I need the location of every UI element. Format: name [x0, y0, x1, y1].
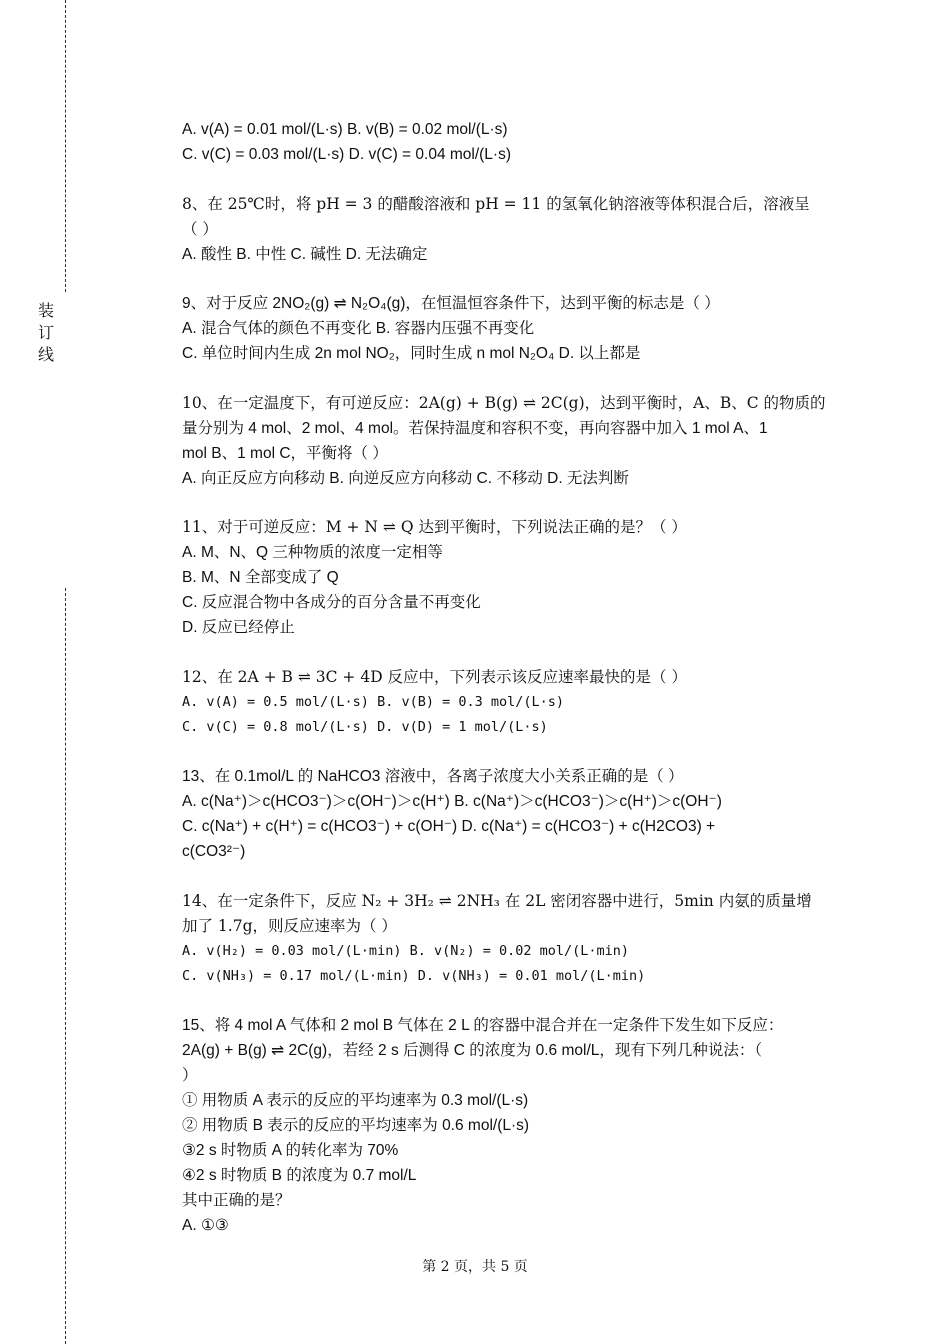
q14-options-line-2: C. v(NH₃) = 0.17 mol/(L·min) D. v(NH₃) = 0.01 mol/(L·min) — [182, 967, 646, 984]
q12-stem: 12、在 2A + B ⇌ 3C + 4D 反应中，下列表示该反应速率最快的是（ ） — [182, 667, 687, 686]
binding-line-bottom — [65, 588, 66, 1344]
q14-stem-line-1: 14、在一定条件下，反应 N₂ + 3H₂ ⇌ 2NH₃ 在 2L 密闭容器中进行，5min 内氨的质量增 — [182, 891, 812, 910]
q10-stem-line-1: 10、在一定温度下，有可逆反应：2A(g) + B(g) ⇌ 2C(g)，达到平衡时，A、B、C 的物质的 — [182, 393, 826, 412]
binding-line-top — [65, 0, 66, 292]
q13-options-line-3: c(CO3²⁻) — [182, 843, 246, 860]
q11-option-c: C. 反应混合物中各成分的百分含量不再变化 — [182, 594, 481, 611]
exam-content — [182, 117, 838, 1238]
q8-stem-line-1: 8、在 25℃时，将 pH = 3 的醋酸溶液和 pH = 11 的氢氧化钠溶液等体积混合后，溶液呈 — [182, 194, 810, 213]
q15-statement-2: ② 用物质 B 表示的反应的平均速率为 0.6 mol/(L·s) — [182, 1117, 530, 1134]
q13-options-line-2: C. c(Na⁺) + c(H⁺) = c(HCO3⁻) + c(OH⁻) D. c(Na⁺) = c(HCO3⁻) + c(H2CO3) + — [182, 818, 716, 835]
question-12 — [182, 665, 838, 740]
question-13 — [182, 764, 838, 864]
q15-statement-1: ① 用物质 A 表示的反应的平均速率为 0.3 mol/(L·s) — [182, 1092, 529, 1109]
question-14 — [182, 889, 838, 989]
q9-options-line-1: A. 混合气体的颜色不再变化 B. 容器内压强不再变化 — [182, 320, 535, 337]
page-number: 第 2 页，共 5 页 — [422, 1259, 528, 1275]
q11-stem: 11、对于可逆反应：M + N ⇌ Q 达到平衡时，下列说法正确的是？（ ） — [182, 518, 687, 536]
q10-stem-line-2: 量分别为 4 mol、2 mol、4 mol。若保持温度和容积不变，再向容器中加入 1 mol A、1 — [182, 419, 768, 437]
question-7 — [182, 117, 838, 167]
q8-stem-line-2: （ ） — [182, 219, 218, 238]
q15-question: 其中正确的是？ — [182, 1192, 291, 1209]
q11-option-d: D. 反应已经停止 — [182, 619, 295, 636]
q15-stem-line-3: ） — [182, 1067, 198, 1084]
q14-stem-line-2: 加了 1.7g，则反应速率为（ ） — [182, 916, 397, 935]
q15-statement-3: ③2 s 时物质 A 的转化率为 70% — [182, 1142, 399, 1159]
q7-options-line-2: C. v(C) = 0.03 mol/(L·s) D. v(C) = 0.04 mol/(L·s) — [182, 146, 512, 163]
binding-char: 装 — [37, 301, 54, 320]
q12-options-line-1: A. v(A) = 0.5 mol/(L·s) B. v(B) = 0.3 mol/(L·s) — [182, 693, 565, 710]
question-11 — [182, 515, 838, 640]
q14-options-line-1: A. v(H₂) = 0.03 mol/(L·min) B. v(N₂) = 0.02 mol/(L·min) — [182, 942, 630, 959]
q11-option-a: A. M、N、Q 三种物质的浓度一定相等 — [182, 544, 443, 561]
q10-options: A. 向正反应方向移动 B. 向逆反应方向移动 C. 不移动 D. 无法判断 — [182, 469, 629, 487]
q11-option-b: B. M、N 全部变成了 Q — [182, 569, 339, 586]
question-10 — [182, 391, 838, 491]
q15-stem-line-2: 2A(g) + B(g) ⇌ 2C(g)，若经 2 s 后测得 C 的浓度为 0.6 mol/L，现有下列几种说法：（ — [182, 1042, 763, 1059]
q12-options-line-2: C. v(C) = 0.8 mol/(L·s) D. v(D) = 1 mol/(L·s) — [182, 718, 548, 735]
q15-stem-line-1: 15、将 4 mol A 气体和 2 mol B 气体在 2 L 的容器中混合并在一定条件下发生如下反应： — [182, 1017, 784, 1034]
q9-options-line-2: C. 单位时间内生成 2n mol NO₂，同时生成 n mol N₂O₄ D. 以上都是 — [182, 345, 641, 362]
q13-options-line-1: A. c(Na⁺)＞c(HCO3⁻)＞c(OH⁻)＞c(H⁺) B. c(Na⁺)＞c(HCO3⁻)＞c(H⁺)＞c(OH⁻) — [182, 793, 722, 810]
binding-char: 订 — [37, 323, 54, 342]
binding-label — [36, 300, 56, 366]
q8-options: A. 酸性 B. 中性 C. 碱性 D. 无法确定 — [182, 245, 428, 263]
q10-stem-line-3: mol B、1 mol C，平衡将（ ） — [182, 444, 388, 462]
q15-option-a: A. ①③ — [182, 1217, 229, 1234]
q9-stem: 9、对于反应 2NO₂(g) ⇌ N₂O₄(g)，在恒温恒容条件下，达到平衡的标志是（ ） — [182, 295, 720, 312]
question-15 — [182, 1013, 838, 1238]
question-8 — [182, 192, 838, 267]
binding-char: 线 — [37, 345, 54, 364]
question-9 — [182, 291, 838, 366]
q7-options-line-1: A. v(A) = 0.01 mol/(L·s) B. v(B) = 0.02 mol/(L·s) — [182, 121, 508, 138]
q13-stem: 13、在 0.1mol/L 的 NaHCO3 溶液中，各离子浓度大小关系正确的是（ ） — [182, 768, 684, 785]
q15-statement-4: ④2 s 时物质 B 的浓度为 0.7 mol/L — [182, 1167, 417, 1184]
